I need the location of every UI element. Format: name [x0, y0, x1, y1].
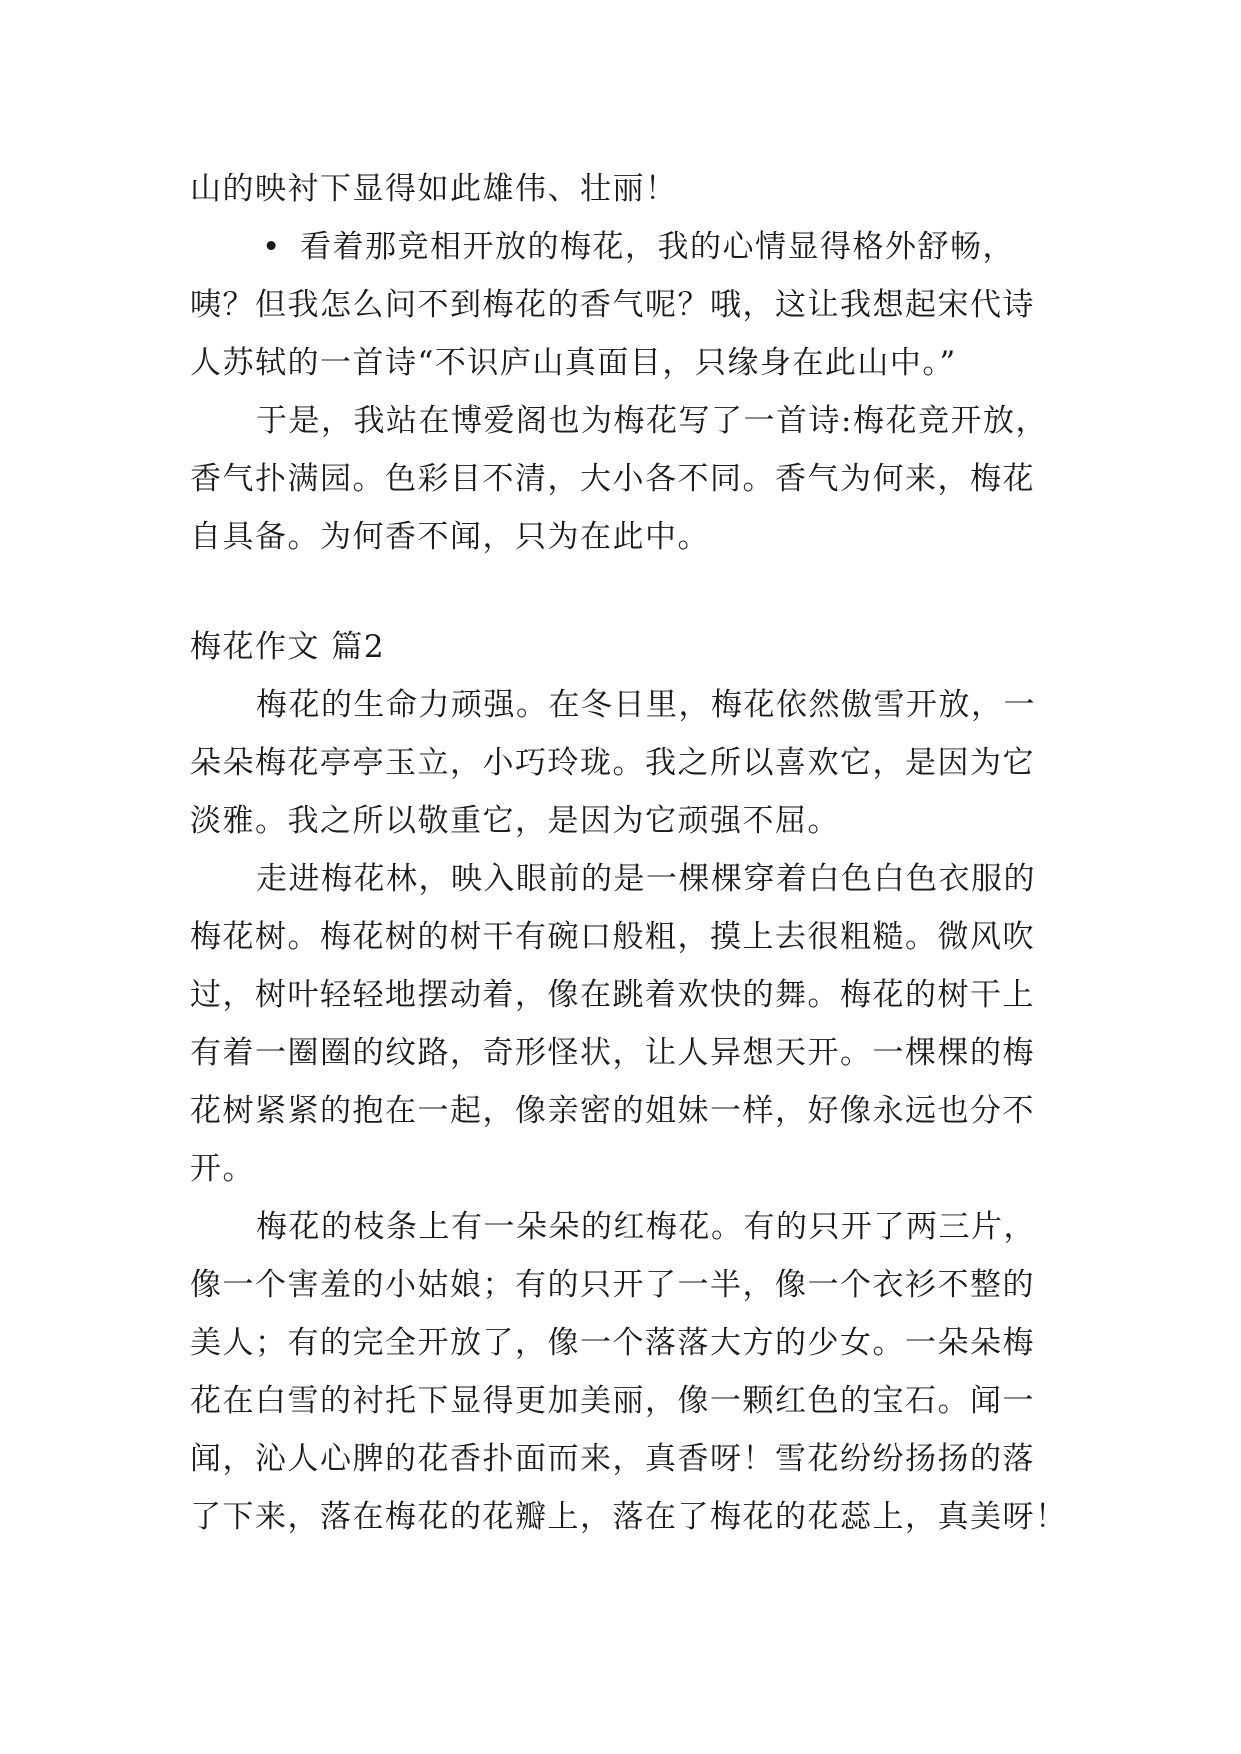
text-line: 梅花树。梅花树的树干有碗口般粗，摸上去很粗糙。微风吹 — [190, 919, 1035, 955]
text-line: 人苏轼的一首诗“不识庐山真面目，只缘身在此山中。” — [190, 345, 957, 381]
document-body — [190, 160, 1068, 1546]
paragraph-first-line: 走进梅花林，映入眼前的是一棵棵穿着白色白色衣服的 — [256, 861, 1036, 897]
text-line: 有着一圈圈的纹路，奇形怪状，让人异想天开。一棵棵的梅 — [190, 1035, 1035, 1071]
text-line: 花在白雪的衬托下显得更加美丽，像一颗红色的宝石。闻一 — [190, 1383, 1035, 1419]
text-line: 过，树叶轻轻地摆动着，像在跳着欢快的舞。梅花的树干上 — [190, 977, 1035, 1013]
text-line: 山的映衬下显得如此雄伟、壮丽！ — [190, 171, 678, 207]
text-line: 了下来，落在梅花的花瓣上，落在了梅花的花蕊上，真美呀！ — [190, 1499, 1068, 1535]
section-gap — [190, 566, 1050, 618]
text-line: 淡雅。我之所以敬重它，是因为它顽强不屈。 — [190, 803, 840, 839]
text-line: 香气扑满园。色彩目不清，大小各不同。香气为何来，梅花 — [190, 461, 1035, 497]
text-line: 自具备。为何香不闻，只为在此中。 — [190, 519, 710, 555]
paragraph-first-line: 梅花的枝条上有一朵朵的红梅花。有的只开了两三片， — [256, 1209, 1036, 1245]
bullet-icon: • — [262, 229, 282, 265]
paragraph-first-line: 于是，我站在博爱阁也为梅花写了一首诗:梅花竞开放， — [256, 403, 1048, 439]
text-line: 朵朵梅花亭亭玉立，小巧玲珑。我之所以喜欢它，是因为它 — [190, 745, 1035, 781]
text-line: 像一个害羞的小姑娘；有的只开了一半，像一个衣衫不整的 — [190, 1267, 1035, 1303]
bullet-paragraph-first-line — [190, 218, 1050, 276]
text-line: 咦？但我怎么问不到梅花的香气呢？哦，这让我想起宋代诗 — [190, 287, 1035, 323]
text-line: 开。 — [190, 1151, 255, 1187]
text-line: 看着那竞相开放的梅花，我的心情显得格外舒畅， — [300, 229, 1015, 265]
text-line: 美人；有的完全开放了，像一个落落大方的少女。一朵朵梅 — [190, 1325, 1035, 1361]
text-line: 闻，沁人心脾的花香扑面而来，真香呀！雪花纷纷扬扬的落 — [190, 1441, 1035, 1477]
paragraph-first-line: 梅花的生命力顽强。在冬日里，梅花依然傲雪开放，一 — [256, 687, 1036, 723]
section-heading: 梅花作文 篇2 — [190, 629, 386, 665]
text-line: 花树紧紧的抱在一起，像亲密的姐妹一样，好像永远也分不 — [190, 1093, 1035, 1129]
